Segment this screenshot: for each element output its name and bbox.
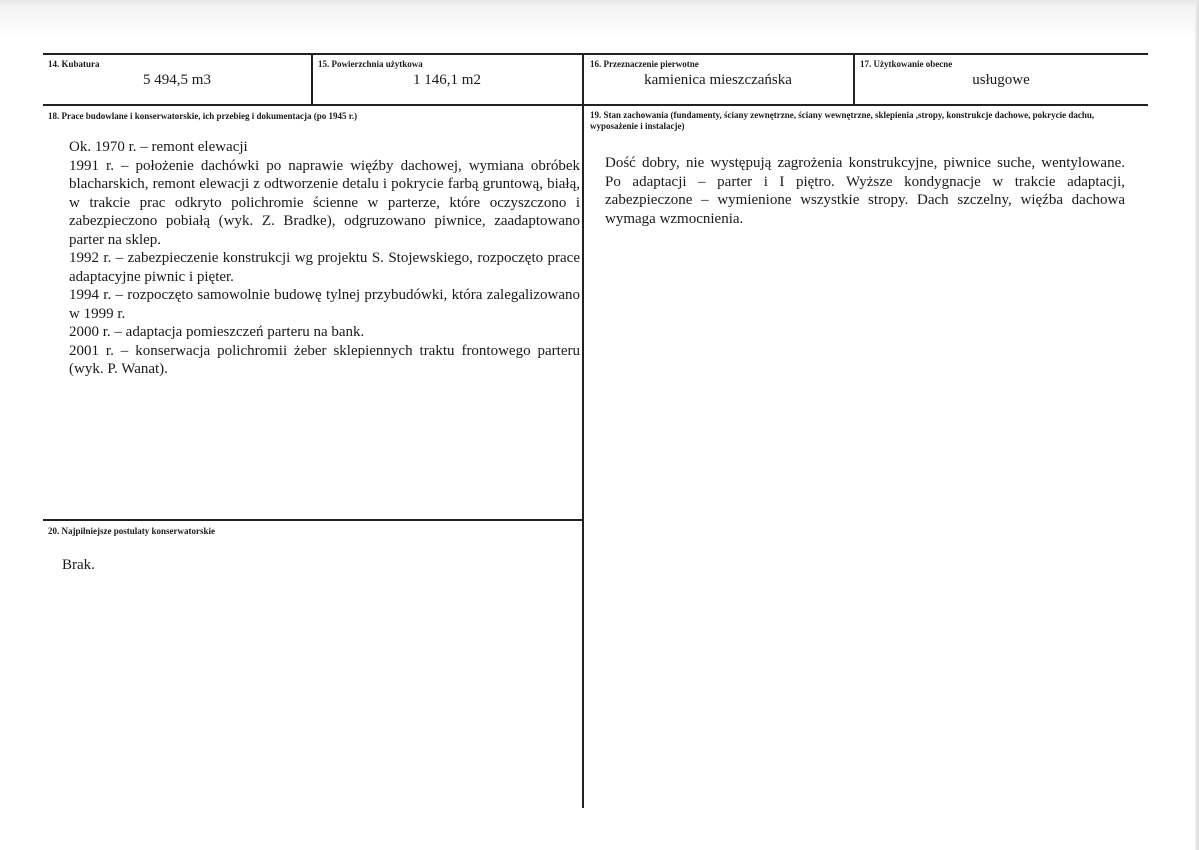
field20-top-rule	[43, 519, 583, 521]
f16-value: kamienica mieszczańska	[644, 72, 792, 88]
f14-label: 14. Kubatura	[48, 59, 100, 69]
f18-text	[69, 138, 580, 379]
f14-f15-divider	[311, 53, 313, 106]
f18-entry-1991: 1991 r. – położenie dachówki po naprawie więźby dachowej, wymiana obróbek blacharskich, remont elewacji z odtworzenie detalu i pokrycie farbą gruntową, białą, w trakcie prac odkryto polichromie ścienne w parterze, które oczyszczono i zabezpieczono pobiałą (wyk. Z. Bradke), odgruzowano piwnice, zaadaptowano parter na sklep.	[69, 157, 580, 248]
top-rule	[43, 53, 1148, 55]
f16-f17-divider	[853, 53, 855, 106]
f19-label: 19. Stan zachowania (fundamenty, ściany zewnętrzne, ściany wewnętrzne, sklepienia ,stropy, konstrukcje dachowe, pokrycie dachu, wyposażenie i instalacje)	[590, 110, 1095, 131]
f18-entry-1970: Ok. 1970 r. – remont elewacji	[69, 139, 248, 155]
f17-label: 17. Użytkowanie obecne	[860, 59, 953, 69]
f20-text: Brak.	[62, 557, 95, 573]
f18-entry-1994: 1994 r. – rozpoczęto samowolnie budowę tylnej przybudówki, która zalegalizowano w 1999 r.	[69, 287, 580, 322]
center-divider	[582, 53, 584, 808]
f15-value: 1 146,1 m2	[413, 72, 481, 88]
f17-value: usługowe	[972, 72, 1030, 88]
f15-label: 15. Powierzchnia użytkowa	[318, 59, 423, 69]
f18-entry-1992: 1992 r. – zabezpieczenie konstrukcji wg projektu S. Stojewskiego, rozpoczęto prace adaptacyjne piwnic i pięter.	[69, 250, 580, 285]
f18-entry-2000: 2000 r. – adaptacja pomieszczeń parteru na bank.	[69, 324, 365, 340]
f18-entry-2001: 2001 r. – konserwacja polichromii żeber sklepiennych traktu frontowego parteru (wyk. P. Wanat).	[69, 342, 580, 377]
f16-label: 16. Przeznaczenie pierwotne	[590, 59, 699, 69]
f19-text: Dość dobry, nie występują zagrożenia konstrukcyjne, piwnice suche, wentylowane. Po adaptacji – parter i I piętro. Wyższe kondygnacje w trakcie adaptacji, zabezpieczone – wymienione wszystkie stropy. Dach szczelny, więźba dachowa wymaga wzmocnienia.	[605, 155, 1125, 227]
f18-label: 18. Prace budowlane i konserwatorskie, ich przebieg i dokumentacja (po 1945 r.)	[48, 111, 358, 121]
f14-value: 5 494,5 m3	[143, 72, 211, 88]
row1-bottom-rule	[43, 104, 1148, 106]
f20-label: 20. Najpilniejsze postulaty konserwatorskie	[48, 526, 215, 536]
